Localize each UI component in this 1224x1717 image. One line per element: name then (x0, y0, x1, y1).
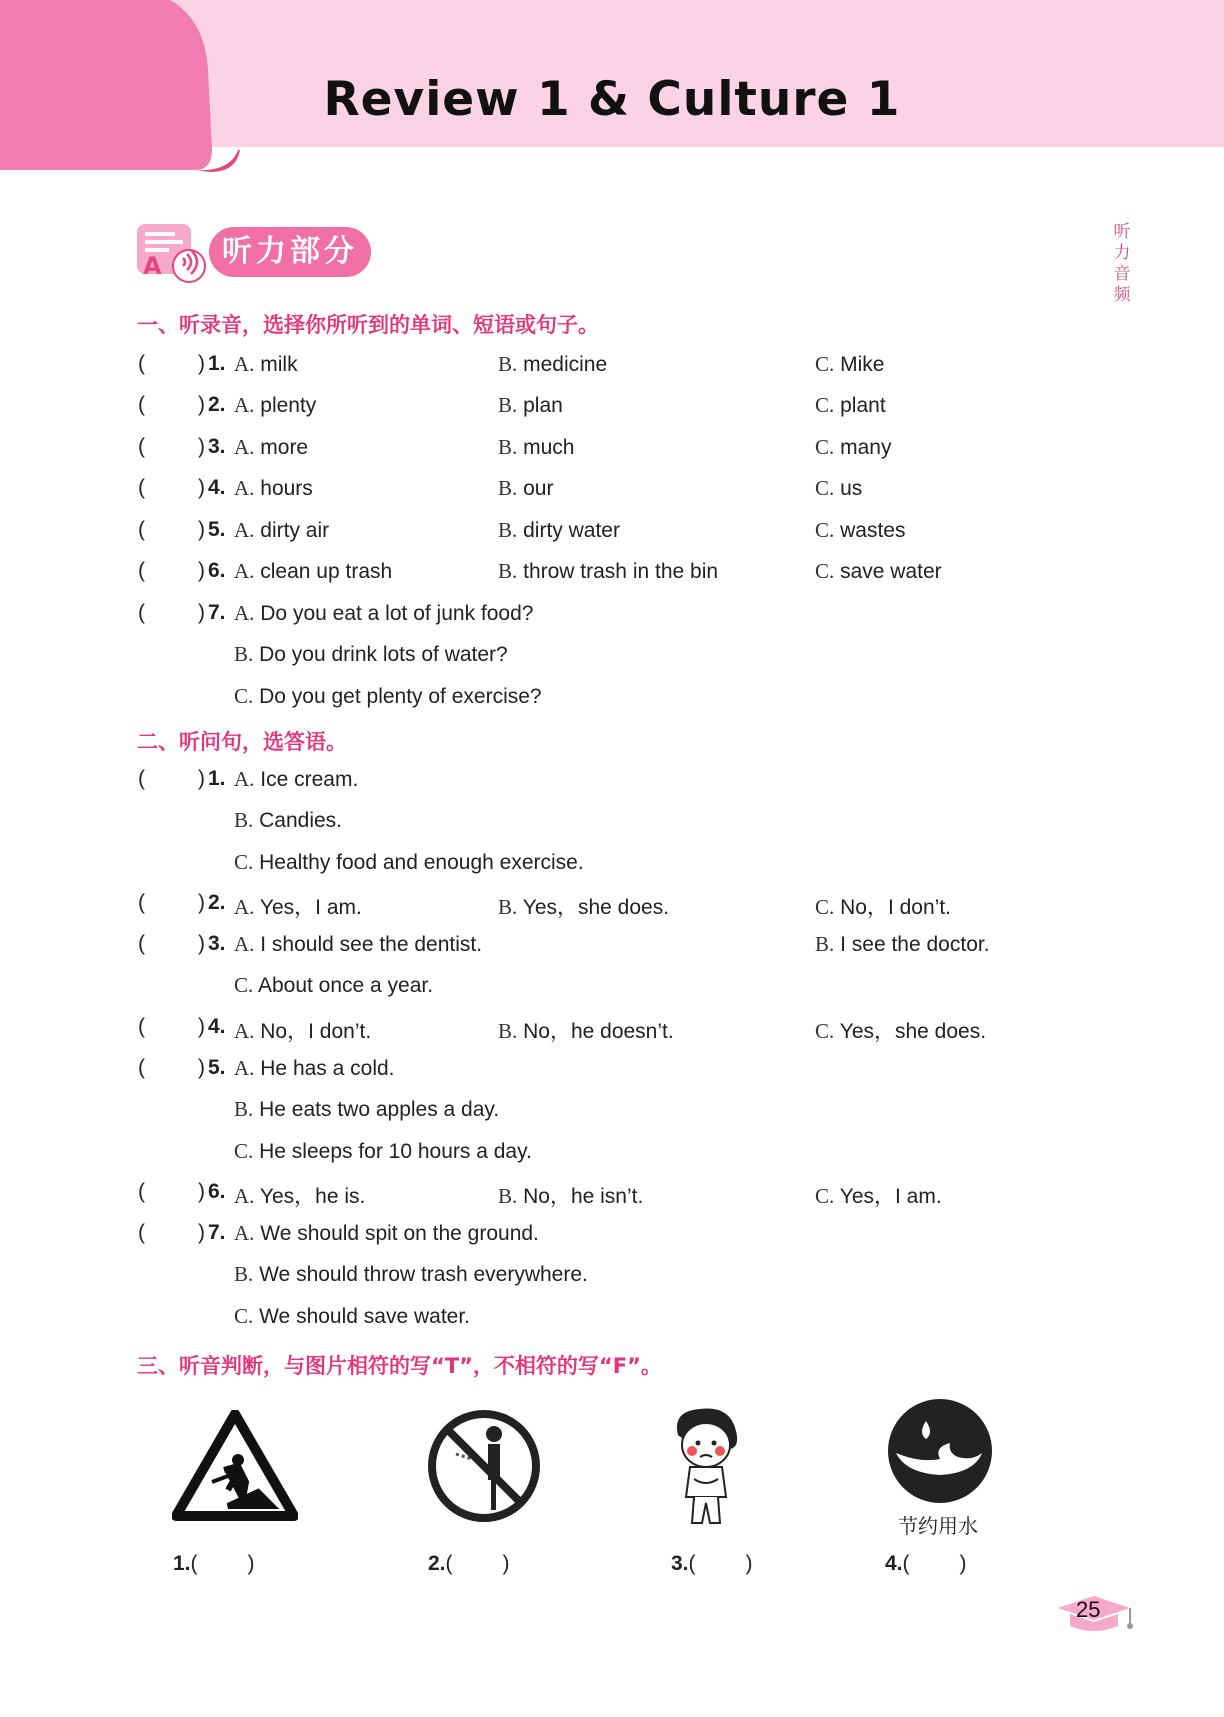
section-icon-letter: A (143, 252, 162, 280)
option-letter: B. (498, 1019, 518, 1043)
option-c (815, 476, 862, 501)
option-text: clean up trash (260, 560, 393, 583)
option-b (498, 559, 718, 584)
option-letter: C. (234, 973, 254, 998)
side-link-char: 力 (1113, 243, 1131, 263)
listening-audio-link[interactable] (1112, 222, 1132, 306)
option-letter: A. (234, 393, 255, 418)
answer-paren-open[interactable]: ( (138, 1180, 145, 1203)
question-number: 5. (208, 1056, 226, 1079)
option-text: us (840, 477, 863, 501)
question-number: 7. (208, 1221, 226, 1244)
option-c (234, 684, 542, 709)
option-letter: C. (815, 517, 835, 542)
option-a (234, 352, 298, 377)
answer-paren-open[interactable]: ( (138, 601, 145, 624)
option-b (498, 1180, 643, 1210)
answer-paren-open[interactable]: ( (138, 1056, 145, 1079)
answer-paren-open[interactable]: ( (138, 1015, 145, 1038)
option-letter: B. (234, 1262, 254, 1287)
page-title: Review 1 & Culture 1 (323, 72, 901, 127)
option-c (815, 1015, 986, 1045)
option-text: He has a cold. (260, 1057, 395, 1080)
picture-number: 3. (671, 1552, 689, 1575)
option-text: dirty air (260, 518, 330, 542)
option-letter: B. (498, 1184, 518, 1208)
option-letter: C. (815, 895, 835, 919)
option-text: Candies. (259, 809, 342, 833)
option-letter: A. (234, 517, 255, 542)
no-spitting-sign-icon (426, 1408, 542, 1524)
question-number: 6. (208, 559, 226, 582)
option-letter: A. (234, 1184, 255, 1208)
option-text: Yes，I am. (259, 896, 362, 919)
option-text: Healthy food and enough exercise. (259, 850, 584, 874)
answer-paren-close: ) (198, 352, 205, 375)
picture-answer-3[interactable] (671, 1552, 753, 1576)
option-letter: C. (815, 352, 835, 376)
option-c (815, 559, 942, 584)
question-number: 2. (208, 393, 226, 417)
option-letter: C. (234, 684, 254, 708)
part3-instruction: 三、听音判断，与图片相符的写“T”，不相符的写“F”。 (137, 1354, 662, 1378)
option-text: I should see the dentist. (260, 933, 483, 956)
answer-paren-open[interactable]: ( (138, 891, 145, 914)
option-letter: B. (234, 642, 254, 666)
answer-paren-close: ) (198, 1180, 205, 1203)
option-a (234, 476, 313, 501)
answer-paren-open[interactable]: ( (138, 434, 145, 458)
question-number: 7. (208, 601, 226, 624)
part2-instruction: 二、听问句，选答语。 (137, 730, 347, 754)
side-link-char: 音 (1113, 264, 1131, 284)
option-a (234, 891, 362, 921)
answer-paren-close: ) (198, 601, 205, 624)
answer-paren-open: ( (445, 1552, 453, 1575)
option-text: Yes，she does. (839, 1020, 987, 1043)
option-c (234, 1304, 470, 1329)
option-letter: A. (234, 601, 255, 625)
answer-paren-close: ) (502, 1552, 510, 1575)
answer-paren-close: ) (959, 1552, 967, 1575)
option-text: hours (260, 477, 313, 501)
option-text: more (260, 435, 309, 459)
option-letter: B. (498, 559, 518, 583)
option-text: wastes (840, 518, 906, 542)
option-b (234, 1097, 499, 1122)
listening-icon (135, 222, 211, 284)
option-letter: A. (234, 1019, 255, 1043)
option-a (234, 435, 308, 460)
option-text: Do you eat a lot of junk food? (260, 602, 534, 625)
option-text: No，I don’t. (260, 1020, 372, 1043)
answer-paren-open[interactable]: ( (138, 517, 145, 541)
option-letter: B. (498, 434, 518, 459)
option-text: I see the doctor. (840, 933, 990, 956)
option-c (234, 1139, 532, 1164)
answer-paren-open: ( (902, 1552, 910, 1575)
option-letter: C. (234, 849, 254, 874)
option-text: We should save water. (259, 1304, 471, 1328)
option-text: He sleeps for 10 hours a day. (259, 1139, 532, 1163)
picture-number: 1. (173, 1552, 191, 1575)
option-letter: C. (815, 393, 835, 418)
option-letter: A. (234, 1056, 255, 1080)
part1-instruction: 一、听录音，选择你所听到的单词、短语或句子。 (137, 313, 599, 337)
option-c (234, 850, 584, 875)
answer-paren-close: ) (198, 559, 205, 582)
option-text: He eats two apples a day. (259, 1098, 500, 1122)
answer-paren-close: ) (198, 767, 205, 790)
option-text: many (840, 435, 892, 459)
option-letter: C. (815, 559, 835, 583)
option-b (498, 352, 607, 377)
question-number: 3. (208, 932, 226, 955)
answer-paren-open[interactable]: ( (138, 767, 145, 790)
side-link-char: 频 (1113, 285, 1131, 305)
option-text: No，he isn’t. (523, 1185, 644, 1208)
option-text: Mike (840, 353, 885, 376)
answer-paren-open[interactable]: ( (138, 559, 145, 582)
option-text: Ice cream. (260, 768, 359, 791)
question-number: 5. (208, 517, 226, 541)
option-a (234, 559, 392, 584)
option-c (234, 973, 433, 998)
answer-paren-close: ) (198, 932, 205, 955)
answer-paren-close: ) (198, 891, 205, 914)
option-a (234, 601, 533, 626)
option-b (498, 891, 669, 921)
option-text: Do you drink lots of water? (259, 643, 508, 666)
answer-paren-open: ( (688, 1552, 696, 1575)
answer-paren-close: ) (198, 1221, 205, 1244)
option-a (234, 393, 316, 418)
option-text: dirty water (523, 518, 620, 542)
option-letter: B. (498, 393, 518, 418)
option-letter: A. (234, 1221, 255, 1245)
answer-paren-open[interactable]: ( (138, 393, 145, 417)
save-water-caption: 节约用水 (898, 1514, 978, 1538)
answer-paren-close: ) (198, 517, 205, 541)
option-text: medicine (523, 353, 608, 376)
answer-paren-open[interactable]: ( (138, 352, 145, 375)
option-text: No，he doesn’t. (523, 1020, 674, 1043)
option-letter: A. (234, 932, 255, 956)
question-number: 6. (208, 1180, 226, 1203)
option-a (234, 518, 329, 543)
option-b (234, 808, 342, 833)
section-label: 听力部分 (209, 227, 371, 277)
option-text: milk (260, 353, 298, 376)
option-b (498, 476, 553, 501)
option-a (234, 1221, 539, 1246)
page-number: 25 (1076, 1597, 1101, 1622)
side-link-char: 听 (1113, 222, 1131, 242)
option-b (498, 1015, 674, 1045)
option-letter: B. (498, 352, 518, 376)
option-text: our (523, 477, 554, 501)
option-a (234, 767, 358, 792)
option-letter: B. (498, 517, 518, 542)
answer-paren-close: ) (198, 1056, 205, 1079)
option-b (815, 932, 990, 957)
picture-answer-4[interactable] (885, 1552, 967, 1576)
option-text: Yes，she does. (522, 896, 670, 919)
option-text: plan (523, 394, 563, 418)
question-number: 3. (208, 434, 226, 458)
option-c (815, 435, 891, 460)
option-text: throw trash in the bin (523, 560, 719, 583)
option-letter: B. (234, 808, 254, 833)
answer-paren-close: ) (198, 476, 205, 500)
option-text: We should spit on the ground. (260, 1222, 539, 1245)
option-letter: A. (234, 352, 255, 376)
option-text: Do you get plenty of exercise? (259, 685, 542, 708)
option-c (815, 891, 951, 921)
option-text: Yes，I am. (839, 1185, 942, 1208)
option-b (234, 642, 508, 667)
option-a (234, 1056, 395, 1081)
option-b (498, 518, 620, 543)
question-number: 4. (208, 1015, 226, 1038)
answer-paren-close: ) (198, 434, 205, 458)
option-b (234, 1262, 588, 1287)
option-letter: C. (234, 1303, 254, 1328)
road-work-sign-icon (172, 1410, 298, 1522)
option-letter: A. (234, 767, 255, 791)
option-letter: A. (234, 476, 255, 501)
boy-stomachache-icon (660, 1405, 756, 1529)
picture-number: 2. (428, 1552, 446, 1575)
option-letter: A. (234, 895, 255, 919)
option-letter: C. (815, 434, 835, 459)
answer-paren-open[interactable]: ( (138, 476, 145, 500)
option-text: We should throw trash everywhere. (259, 1263, 588, 1287)
option-a (234, 932, 482, 957)
question-number: 2. (208, 891, 226, 914)
question-number: 4. (208, 476, 226, 500)
option-letter: B. (234, 1097, 254, 1122)
option-text: No，I don’t. (840, 896, 951, 919)
answer-paren-open[interactable]: ( (138, 1221, 145, 1244)
option-c (815, 393, 886, 418)
question-number: 1. (208, 352, 226, 375)
option-text: plenty (260, 394, 317, 418)
option-letter: C. (815, 1184, 835, 1208)
save-water-icon (886, 1397, 994, 1505)
question-number: 1. (208, 767, 226, 790)
picture-answer-2[interactable] (428, 1552, 510, 1576)
option-text: Yes，he is. (259, 1185, 366, 1208)
option-a (234, 1015, 371, 1045)
option-letter: C. (815, 1019, 835, 1043)
option-letter: C. (234, 1138, 254, 1163)
option-letter: A. (234, 559, 255, 583)
option-b (498, 393, 563, 418)
option-letter: A. (234, 434, 255, 459)
option-b (498, 435, 574, 460)
option-letter: B. (498, 895, 518, 919)
option-c (815, 1180, 942, 1210)
answer-paren-close: ) (745, 1552, 753, 1575)
option-text: save water (840, 560, 942, 583)
option-letter: B. (498, 476, 518, 501)
option-text: plant (840, 394, 886, 418)
option-text: much (523, 435, 575, 459)
option-letter: C. (815, 476, 835, 501)
answer-paren-close: ) (198, 1015, 205, 1038)
answer-paren-open: ( (190, 1552, 198, 1575)
option-letter: B. (815, 932, 835, 956)
option-c (815, 352, 884, 377)
answer-paren-open[interactable]: ( (138, 932, 145, 955)
answer-paren-close: ) (247, 1552, 255, 1575)
picture-number: 4. (885, 1552, 903, 1575)
option-a (234, 1180, 365, 1210)
answer-paren-close: ) (198, 393, 205, 417)
picture-answer-1[interactable] (173, 1552, 255, 1576)
option-text: About once a year. (257, 974, 434, 998)
option-c (815, 518, 905, 543)
